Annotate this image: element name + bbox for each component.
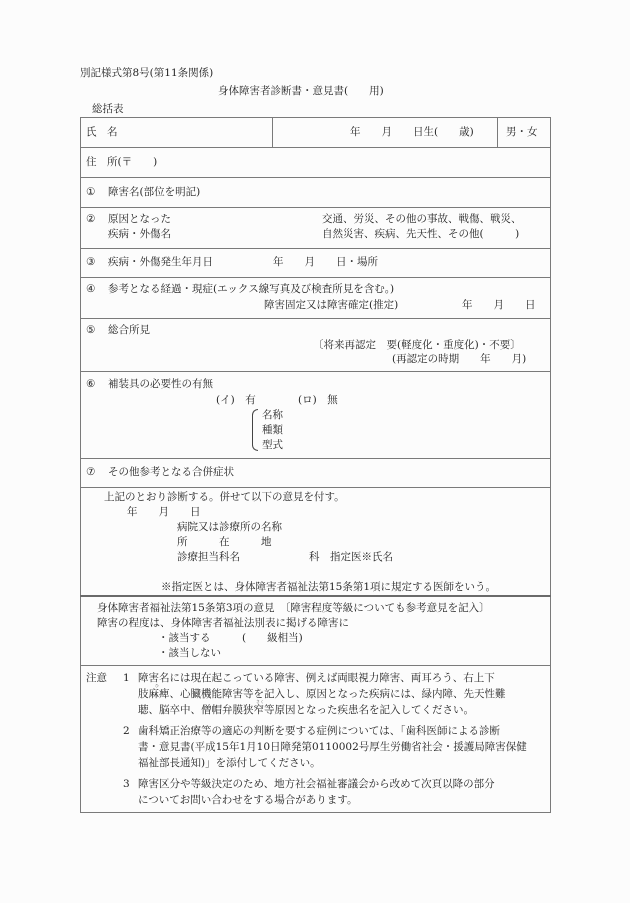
brace-icon [252, 409, 258, 451]
column-divider [272, 117, 273, 147]
device-model-label: 型式 [262, 439, 283, 451]
row-number: ③ [86, 256, 96, 268]
complications-label: その他参考となる合併症状 [108, 466, 234, 478]
device-no-option[interactable]: (ロ) 無 [298, 394, 338, 406]
note-3-line1: 障害区分や等級決定のため、地方社会福祉審議会から改めて次頁以降の部分 [138, 778, 495, 790]
note-3-line2: についてお問い合わせをする場合があります。 [138, 794, 358, 806]
overall-findings-label: 総合所見 [108, 324, 150, 336]
row-divider [80, 458, 551, 459]
birthdate-field[interactable]: 年 月 日生( 歳) [350, 126, 474, 138]
fixed-date-field[interactable]: 年 月 日 [462, 299, 536, 311]
fixed-label: 障害固定又は障害確定(推定) [264, 299, 399, 311]
diagnosis-statement: 上記のとおり診断する。併せて以下の意見を付す。 [104, 491, 345, 503]
recertification-field[interactable]: 〔将来再認定 要(軽度化・重度化)・不要〕 [313, 339, 521, 351]
note-number: 3 [123, 778, 130, 790]
cause-label-line1: 原因となった [108, 213, 171, 225]
cause-options-line1[interactable]: 交通、労災、その他の事故、戦傷、戦災、 [322, 213, 522, 225]
complications-row [86, 467, 234, 478]
department-label: 診療担当科名 [177, 551, 240, 563]
name-label: 氏 名 [86, 126, 118, 138]
note-2-line3: 福祉部長通知)」を添付してください。 [138, 757, 321, 769]
note-1-line3: 聴、脳卒中、僧帽弁膜狭窄等原因となった疾患名を記入してください。 [138, 704, 474, 716]
form-number: 別記様式第8号(第11条関係) [80, 67, 214, 79]
cause-row [86, 214, 171, 225]
disability-name-row [86, 187, 200, 198]
recertification-period[interactable]: (再認定の時期 年 月) [392, 353, 527, 365]
row-divider [80, 147, 551, 148]
page-title: 身体障害者診断書・意見書( 用) [218, 85, 384, 97]
notes-label: 注意 [86, 672, 107, 684]
sex-field[interactable]: 男・女 [506, 126, 538, 138]
onset-row [86, 257, 213, 268]
assistive-device-row [86, 379, 213, 390]
designated-doctor-footnote: ※指定医とは、身体障害者福祉法第15条第1項に規定する医師をいう。 [161, 581, 497, 593]
location-label: 所 在 地 [177, 536, 272, 548]
row-divider [80, 487, 551, 488]
designated-doctor-label: 科 指定医※氏名 [309, 551, 393, 563]
note-2-line2: 書・意見書(平成15年1月10日障発第0110002号厚生労働省社会・援護局障害保健 [138, 741, 527, 753]
assistive-device-label: 補装具の必要性の有無 [108, 378, 213, 390]
opinion-line2: 障害の程度は、身体障害者福祉法別表に掲げる障害に [97, 617, 349, 629]
row-number: ⑤ [86, 324, 96, 336]
overall-findings-row [86, 325, 150, 336]
row-divider [80, 207, 551, 208]
section-divider [80, 595, 551, 597]
note-number: 1 [123, 672, 130, 684]
device-name-label: 名称 [262, 409, 283, 421]
ruby-reading: ひ [155, 683, 159, 688]
onset-label: 疾病・外傷発生年月日 [108, 256, 213, 268]
row-divider [80, 318, 551, 319]
row-number: ② [86, 213, 96, 225]
note-1-line1: 障害名には現在起こっている障害、例えば両眼視力障害、両耳ろう、右上下 [138, 672, 495, 684]
device-type-label: 種類 [262, 424, 283, 436]
row-number: ① [86, 186, 96, 198]
row-number: ⑦ [86, 466, 96, 478]
onset-date-field[interactable]: 年 月 日・場所 [273, 256, 378, 268]
note-number: 2 [123, 725, 130, 737]
history-row [86, 284, 394, 295]
row-divider [80, 177, 551, 178]
address-label: 住 所(〒 ) [86, 156, 158, 168]
disability-name-label: 障害名(部位を明記) [108, 186, 201, 198]
applicable-option[interactable]: ・該当する ( 級相当) [158, 632, 303, 644]
row-divider [80, 665, 551, 666]
row-divider [80, 248, 551, 249]
cause-options-line2[interactable]: 自然災害、疾病、先天性、その他( ) [322, 228, 520, 240]
cause-label-line2: 疾病・外傷名 [108, 228, 171, 240]
not-applicable-option[interactable]: ・該当しない [158, 647, 221, 659]
row-number: ④ [86, 283, 96, 295]
note-1-line2: 肢麻痺、心臓機能障害等を記入し、原因となった疾病には、緑内障、先天性難 [138, 688, 506, 700]
column-divider [497, 117, 498, 147]
row-number: ⑥ [86, 378, 96, 390]
hospital-name-label: 病院又は診療所の名称 [177, 521, 282, 533]
note-2-line1: 歯科矯正治療等の適応の判断を要する症例については、「歯科医師による診断 [138, 725, 501, 737]
ruby-reading: さく [256, 699, 264, 704]
row-divider [80, 277, 551, 278]
device-yes-option[interactable]: (イ) 有 [216, 394, 256, 406]
row-divider [80, 371, 551, 372]
subtitle: 総括表 [92, 103, 124, 115]
opinion-heading: 身体障害者福祉法第15条第3項の意見 〔障害程度等級についても参考意見を記入〕 [97, 602, 490, 614]
diagnosis-date-field[interactable]: 年 月 日 [127, 506, 201, 518]
history-label: 参考となる経過・現症(エックス線写真及び検査所見を含む。) [108, 283, 395, 295]
